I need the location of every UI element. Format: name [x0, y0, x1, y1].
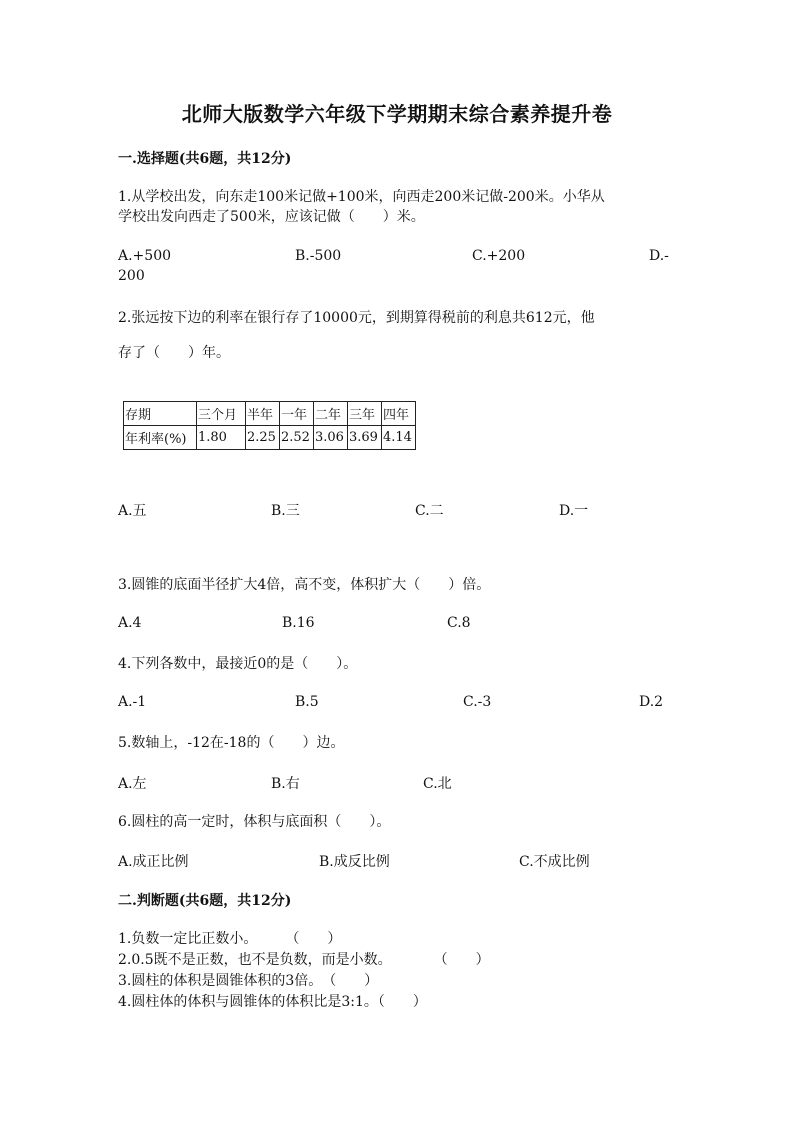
question-6-option-b: B.成反比例 [319, 854, 390, 870]
question-2-line-1: 2.张远按下边的利率在银行存了10000元，到期算得税前的利息共612元，他 [118, 310, 595, 326]
question-3-option-a: A.4 [118, 615, 142, 631]
table-row [124, 402, 416, 426]
question-1-option-b: B.-500 [295, 248, 342, 264]
table-cell: 存期 [124, 402, 197, 426]
question-6-option-c: C.不成比例 [519, 854, 590, 870]
section-heading-judgment: 二.判断题(共6题，共12分) [118, 893, 292, 909]
question-4-text: 4.下列各数中，最接近0的是（ ）。 [118, 656, 358, 672]
question-5-text: 5.数轴上，-12在-18的（ ）边。 [118, 735, 345, 751]
table-cell: 四年 [382, 402, 416, 426]
question-2-option-b: B.三 [271, 503, 300, 519]
question-4-option-b: B.5 [295, 694, 319, 710]
table-cell: 一年 [280, 402, 314, 426]
question-2-line-2: 存了（ ）年。 [118, 345, 230, 361]
table-cell: 年利率(%) [124, 426, 197, 450]
question-2-option-d: D.一 [559, 503, 589, 519]
question-5-option-b: B.右 [271, 776, 300, 792]
question-2-option-a: A.五 [118, 503, 147, 519]
question-3-option-b: B.16 [282, 615, 315, 631]
question-6-text: 6.圆柱的高一定时，体积与底面积（ ）。 [118, 814, 391, 830]
question-1-option-c: C.+200 [472, 248, 526, 264]
interest-rate-table [123, 401, 416, 450]
page-title: 北师大版数学六年级下学期期末综合素养提升卷 [181, 102, 613, 126]
question-4-option-d: D.2 [639, 694, 664, 710]
table-cell: 2.52 [280, 426, 314, 450]
table-cell: 二年 [314, 402, 348, 426]
table-cell: 3.69 [348, 426, 382, 450]
question-4-option-c: C.-3 [463, 694, 492, 710]
question-1-option-d-wrap: 200 [118, 268, 145, 284]
judgment-item-3: 3.圆柱的体积是圆锥体积的3倍。 （ ） [118, 973, 379, 989]
table-cell: 2.25 [246, 426, 280, 450]
question-5-option-c: C.北 [423, 776, 452, 792]
table-row [124, 426, 416, 450]
table-cell: 三年 [348, 402, 382, 426]
table-cell: 4.14 [382, 426, 416, 450]
section-heading-choice: 一.选择题(共6题，共12分) [118, 151, 292, 167]
table-cell: 三个月 [197, 402, 246, 426]
question-1-option-a: A.+500 [118, 248, 172, 264]
question-1-line-1: 1.从学校出发，向东走100米记做+100米，向西走200米记做-200米。小华从 [118, 189, 605, 205]
question-3-text: 3.圆锥的底面半径扩大4倍，高不变，体积扩大（ ）倍。 [118, 577, 491, 593]
question-6-option-a: A.成正比例 [118, 854, 189, 870]
table-cell: 3.06 [314, 426, 348, 450]
judgment-item-1: 1.负数一定比正数小。 （ ） [118, 931, 342, 947]
judgment-item-4: 4.圆柱体的体积与圆锥体的体积比是3:1。（ ） [118, 994, 427, 1010]
judgment-item-2: 2.0.5既不是正数，也不是负数，而是小数。 （ ） [118, 952, 490, 968]
table-cell: 1.80 [197, 426, 246, 450]
table-cell: 半年 [246, 402, 280, 426]
question-2-option-c: C.二 [415, 503, 444, 519]
question-3-option-c: C.8 [447, 615, 471, 631]
question-1-option-d: D.- [649, 248, 669, 264]
question-1-line-2: 学校出发向西走了500米，应该记做（ ）米。 [118, 209, 425, 225]
question-4-option-a: A.-1 [118, 694, 147, 710]
question-5-option-a: A.左 [118, 776, 147, 792]
